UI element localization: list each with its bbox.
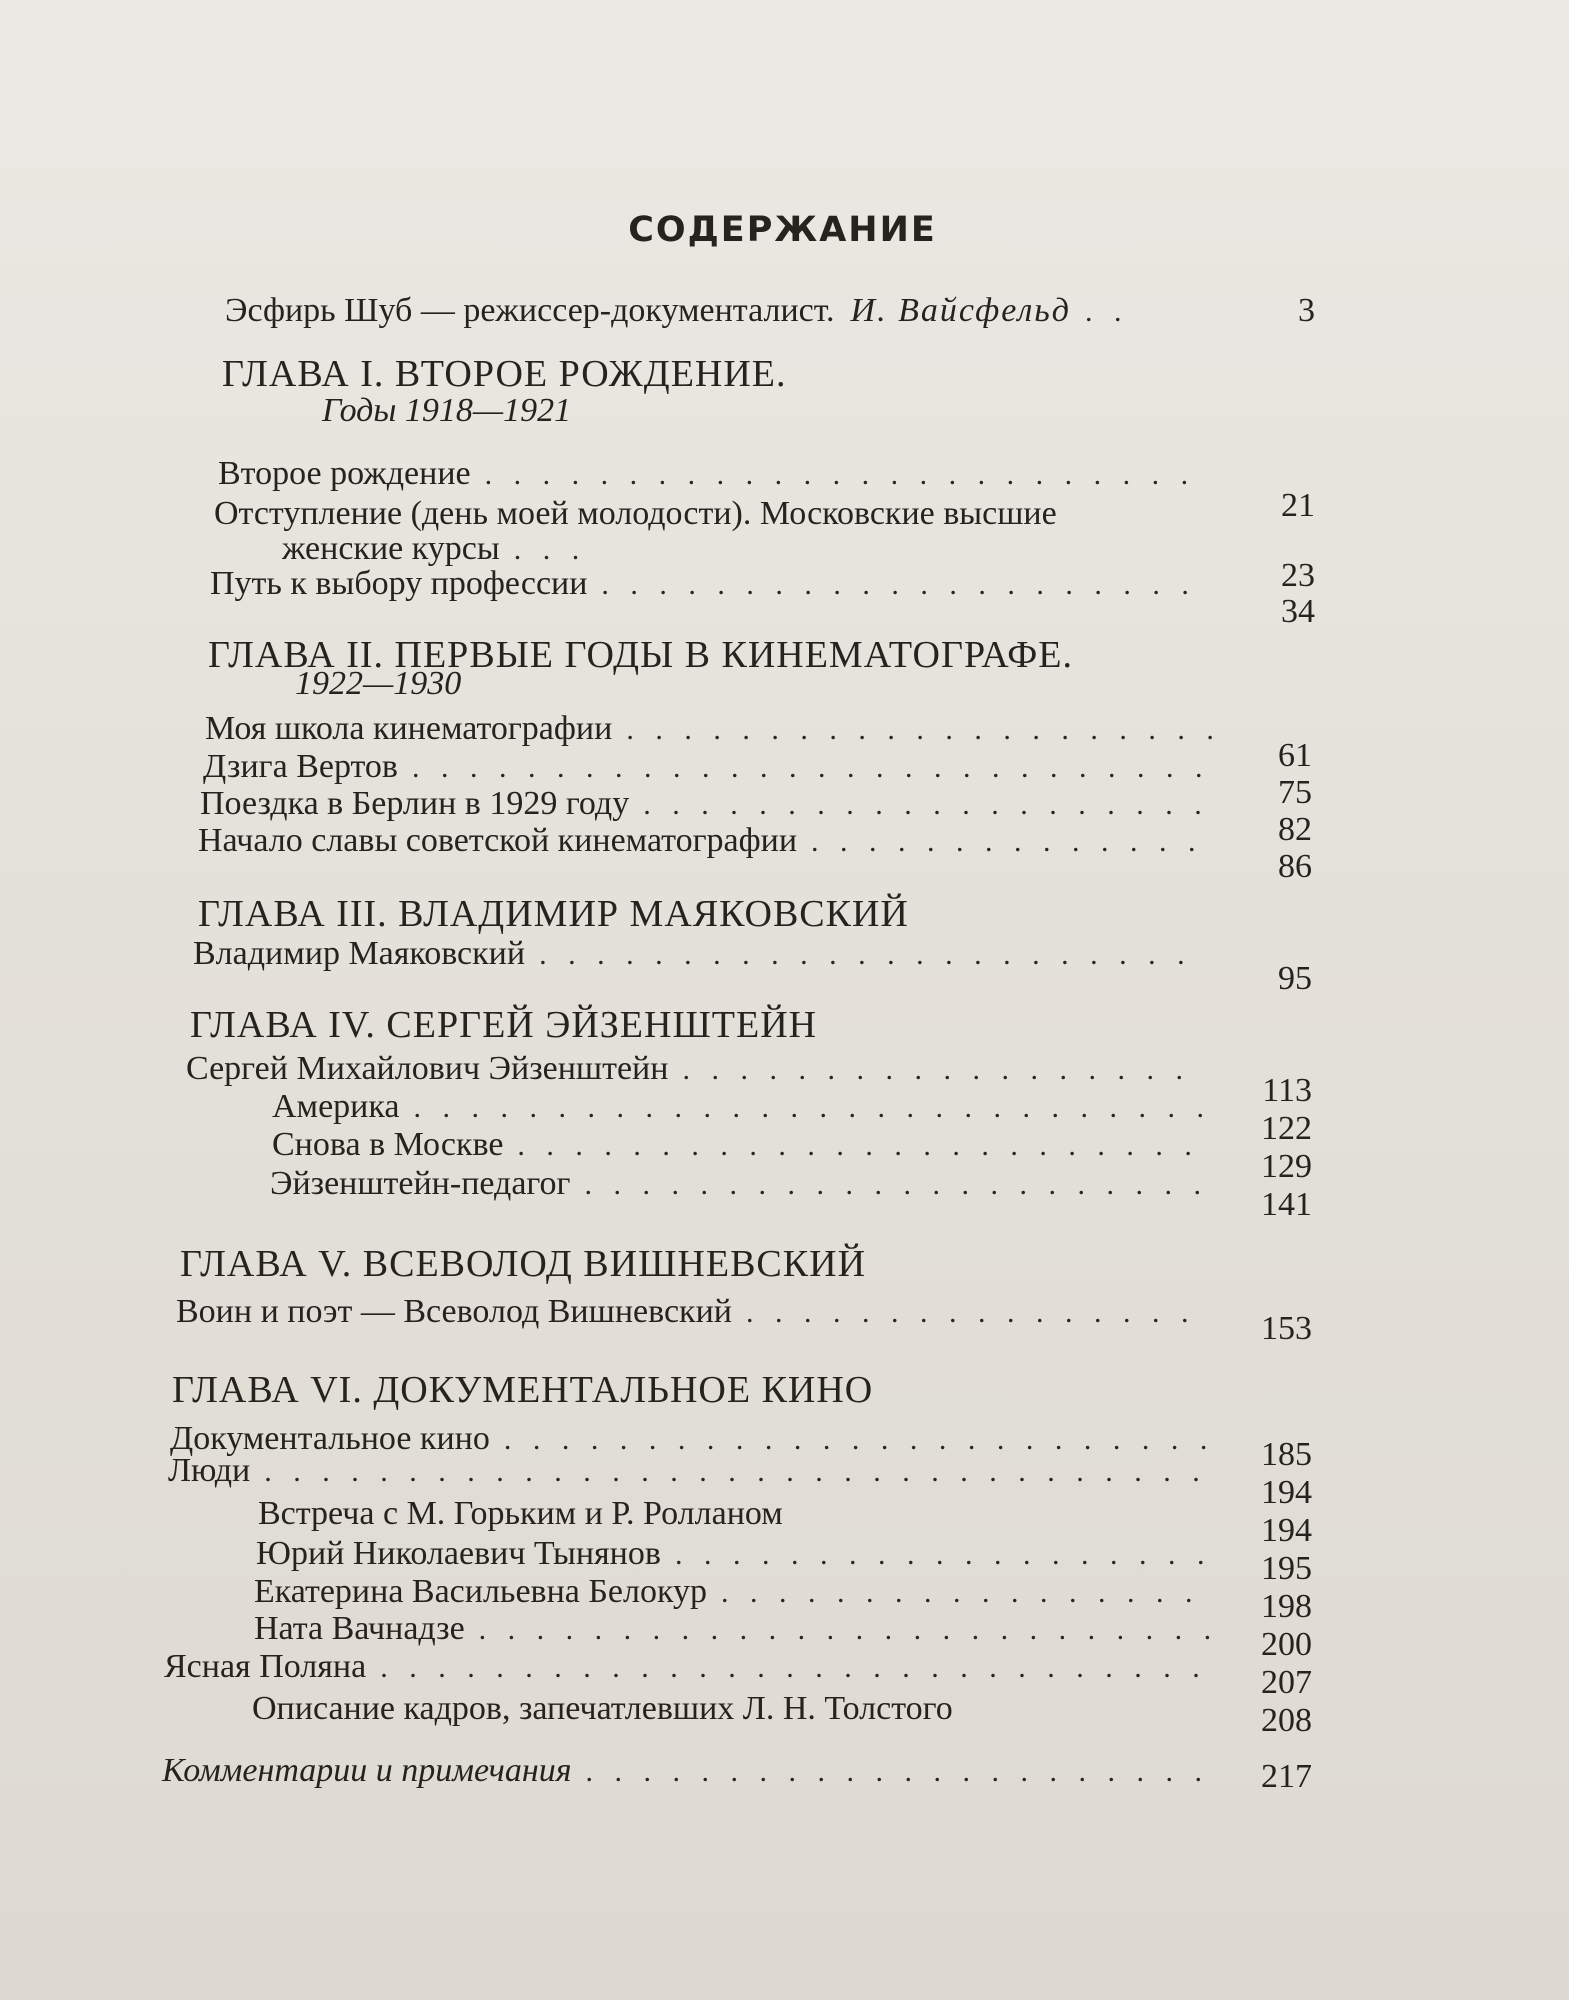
- toc-entry[interactable]: [254, 1573, 1210, 1611]
- page-number: 34: [1281, 593, 1315, 630]
- toc-entry[interactable]: [210, 565, 1210, 603]
- page-number: 61: [1278, 737, 1312, 774]
- dot-leader: [626, 713, 1215, 747]
- entry-title: Америка: [272, 1088, 400, 1125]
- toc-entry[interactable]: [205, 710, 1215, 748]
- entry-title: Начало славы советской кинематографии: [198, 822, 798, 859]
- dot-leader: [643, 788, 1210, 822]
- toc-entry[interactable]: [218, 455, 1208, 493]
- entry-title: женские курсы: [282, 530, 500, 567]
- toc-entry[interactable]: [282, 530, 1212, 568]
- entry-title: Встреча с М. Горьким и Р. Ролланом: [258, 1495, 783, 1532]
- page-number: 153: [1261, 1310, 1312, 1347]
- contents-heading: СОДЕРЖАНИЕ: [628, 210, 937, 250]
- chapter-5-title: ГЛАВА V. ВСЕВОЛОД ВИШНЕВСКИЙ: [180, 1243, 867, 1285]
- toc-entry-intro[interactable]: [225, 292, 1315, 330]
- page-number: 3: [1298, 292, 1315, 329]
- entry-title: Дзига Вертов: [203, 748, 398, 785]
- entry-title: Описание кадров, запечатлевших Л. Н. Толстого: [252, 1690, 953, 1727]
- toc-entry[interactable]: [270, 1165, 1206, 1203]
- toc-entry[interactable]: [252, 1690, 1210, 1728]
- page-number: 86: [1278, 848, 1312, 885]
- entry-title: Моя школа кинематографии: [205, 710, 613, 747]
- page-number: 194: [1261, 1512, 1312, 1549]
- entry-title: Ната Вачнадзе: [254, 1610, 465, 1647]
- toc-entry[interactable]: [200, 785, 1210, 823]
- chapter-4-title: ГЛАВА IV. СЕРГЕЙ ЭЙЗЕНШТЕЙН: [190, 1004, 818, 1046]
- page-number: 195: [1261, 1550, 1312, 1587]
- entry-title: Сергей Михайлович Эйзенштейн: [186, 1050, 669, 1087]
- toc-entry[interactable]: [186, 1050, 1206, 1088]
- dot-leader: [586, 1755, 1212, 1789]
- page-number: 95: [1278, 960, 1312, 997]
- entry-title: Люди: [168, 1452, 251, 1489]
- toc-entry[interactable]: [256, 1535, 1210, 1573]
- dot-leader: [413, 1091, 1206, 1125]
- toc-entry[interactable]: [272, 1126, 1206, 1164]
- toc-entry[interactable]: [254, 1610, 1210, 1648]
- chapter-2-years: 1922—1930: [295, 665, 462, 702]
- dot-leader: [1085, 295, 1145, 329]
- page-number: 129: [1261, 1148, 1312, 1185]
- page-number: 113: [1262, 1072, 1312, 1109]
- toc-entry[interactable]: [203, 748, 1213, 786]
- page-number: 207: [1261, 1664, 1312, 1701]
- dot-leader: [485, 458, 1208, 492]
- toc-entry-comments[interactable]: [162, 1752, 1212, 1790]
- dot-leader: [517, 1129, 1206, 1163]
- chapter-3-title: ГЛАВА III. ВЛАДИМИР МАЯКОВСКИЙ: [198, 893, 909, 935]
- toc-entry[interactable]: [198, 822, 1208, 860]
- toc-entry[interactable]: [176, 1293, 1206, 1331]
- dot-leader: [412, 751, 1213, 785]
- page-number: 198: [1261, 1588, 1312, 1625]
- dot-leader: [479, 1613, 1210, 1647]
- toc-entry[interactable]: [214, 495, 1214, 533]
- entry-title: Снова в Москве: [272, 1126, 504, 1163]
- entry-title: Екатерина Васильевна Белокур: [254, 1573, 707, 1610]
- page-number: 21: [1281, 487, 1315, 524]
- page-number: 82: [1278, 811, 1312, 848]
- dot-leader: [675, 1538, 1210, 1572]
- page-number: 23: [1281, 557, 1315, 594]
- dot-leader: [539, 938, 1203, 972]
- entry-author: И. Вайсфельд: [850, 292, 1071, 329]
- page-number: 122: [1261, 1110, 1312, 1147]
- page-number: 75: [1278, 774, 1312, 811]
- entry-title: Воин и поэт — Всеволод Вишневский: [176, 1293, 732, 1330]
- entry-title: Ясная Поляна: [164, 1648, 367, 1685]
- page-number: 208: [1261, 1702, 1312, 1739]
- dot-leader: [514, 533, 594, 567]
- dot-leader: [682, 1053, 1206, 1087]
- entry-title: Путь к выбору профессии: [210, 565, 588, 602]
- page-number: 185: [1261, 1436, 1312, 1473]
- dot-leader: [380, 1651, 1210, 1685]
- chapter-2-title: ГЛАВА II. ПЕРВЫЕ ГОДЫ В КИНЕМАТОГРАФЕ.: [208, 634, 1074, 676]
- entry-title: Юрий Николаевич Тынянов: [256, 1535, 661, 1572]
- toc-entry[interactable]: [193, 935, 1203, 973]
- chapter-6-title: ГЛАВА VI. ДОКУМЕНТАЛЬНОЕ КИНО: [172, 1369, 874, 1411]
- entry-title: Владимир Маяковский: [193, 935, 526, 972]
- dot-leader: [721, 1576, 1210, 1610]
- page-number: 217: [1261, 1758, 1312, 1795]
- entry-title: Эсфирь Шуб — режиссер-документалист.: [225, 292, 835, 329]
- toc-entry[interactable]: [272, 1088, 1206, 1126]
- toc-entry[interactable]: [164, 1648, 1210, 1686]
- entry-title: Отступление (день моей молодости). Московские высшие: [214, 495, 1057, 532]
- toc-entry[interactable]: [258, 1495, 1210, 1533]
- entry-title: Второе рождение: [218, 455, 471, 492]
- page-number: 200: [1261, 1626, 1312, 1663]
- dot-leader: [264, 1455, 1210, 1489]
- dot-leader: [811, 825, 1208, 859]
- dot-leader: [746, 1296, 1206, 1330]
- page-number: 141: [1261, 1186, 1312, 1223]
- dot-leader: [584, 1168, 1206, 1202]
- entry-title: Комментарии и примечания: [162, 1752, 572, 1789]
- page-number: 194: [1261, 1474, 1312, 1511]
- dot-leader: [601, 568, 1210, 602]
- chapter-1-title: ГЛАВА I. ВТОРОЕ РОЖДЕНИЕ.: [222, 353, 787, 395]
- entry-title: Поездка в Берлин в 1929 году: [200, 785, 630, 822]
- entry-title: Документальное кино: [170, 1420, 490, 1457]
- entry-title: Эйзенштейн-педагог: [270, 1165, 571, 1202]
- toc-entry[interactable]: [168, 1452, 1210, 1490]
- chapter-1-years: Годы 1918—1921: [322, 392, 572, 429]
